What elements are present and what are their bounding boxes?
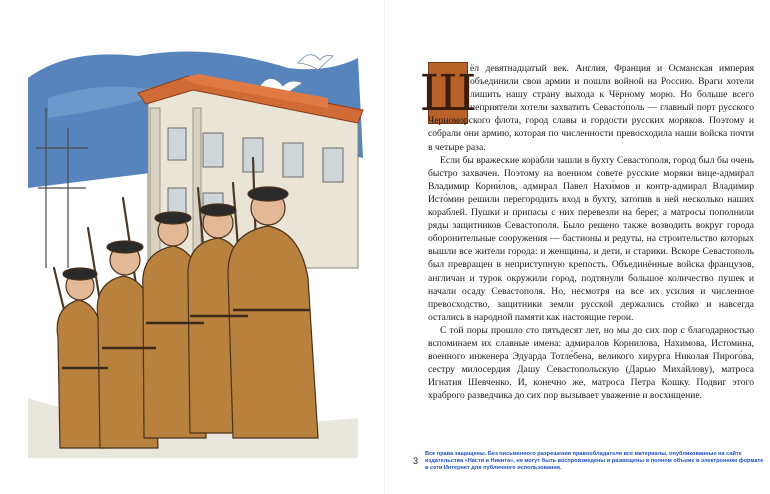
sailors-illustration [28,38,378,458]
paragraph-1: ёл девятнадцатый век. Англия, Франция и Османская империя объединили свои армии и пошли войной на Россию. Враги хотели лишить нашу страну выхода к Чёрному морю. Но больше всего неприятели хотели захватить Севасто́поль — главный порт русского Черноморского флота, город славы и гордости русских моряков. Поэтому и собрали они армию, которая по численности превосходила наши войска почти в четыре раза. [428,63,754,153]
dropcap-letter: Ш [419,64,477,122]
paragraph-2: Если бы вражеские корабли зашли в бухту Севастополя, город был бы очень быстро захвачен. Поэтому на военном совете русские моряки вице-адмирал Владимир Корни́лов, адмирал Павел Нахи́мов и контр-адмирал Владимир Исто́мин решили перегородить вход в бухту, затопив в ней несколько наших кораблей. Пушки и припасы с них перевезли на берег, а матросы пополнили ряды защитников Севастополя. Было решено также возводить вокруг города оборонительные сооружения — бастионы и редуты, на строительство которых вышли все жители города: и женщины, и дети, и старики. Вскоре Севастополь был превращен в неприступную крепость. Объединённые войска французов, англичан и турок окружили город, подтянули большое количество пушек и начали осаду Севастополя. Но, несмотря на все их усилия и численное превосходство, защитники земли русской держались стойко и навсегда остались в народной памяти как настоящие герои. [428,154,754,323]
page-number: 3 [413,456,419,466]
copyright-notice: Все права защищены. Без письменного разрешения правообладателя все материалы, опубликованные на сайте издательства «Настя и Никита», не могут быть воспроизведены и размещены в полном объеме в электронном формате в сети Интернет для публичного использования. [425,451,764,472]
text-block [419,62,754,402]
right-page [385,0,770,494]
paragraph-3: С той поры прошло сто пятьдесят лет, но мы до сих пор с благодарностью вспоминаем их славные имена: адмиралов Корнилова, Нахимова, Истомина, военного инженера Эдуарда Тотле́бена, великого хирурга Николая Пирого́ва, сестру милосердия Дашу Севастопольскую (Дарью Миха́йлову), матроса Игнатия Шевченко. И, конечно же, матроса Петра Кошку. Подвиг этого храброго разведчика до сих пор вызывает уважение и восхищение. [428,324,754,402]
